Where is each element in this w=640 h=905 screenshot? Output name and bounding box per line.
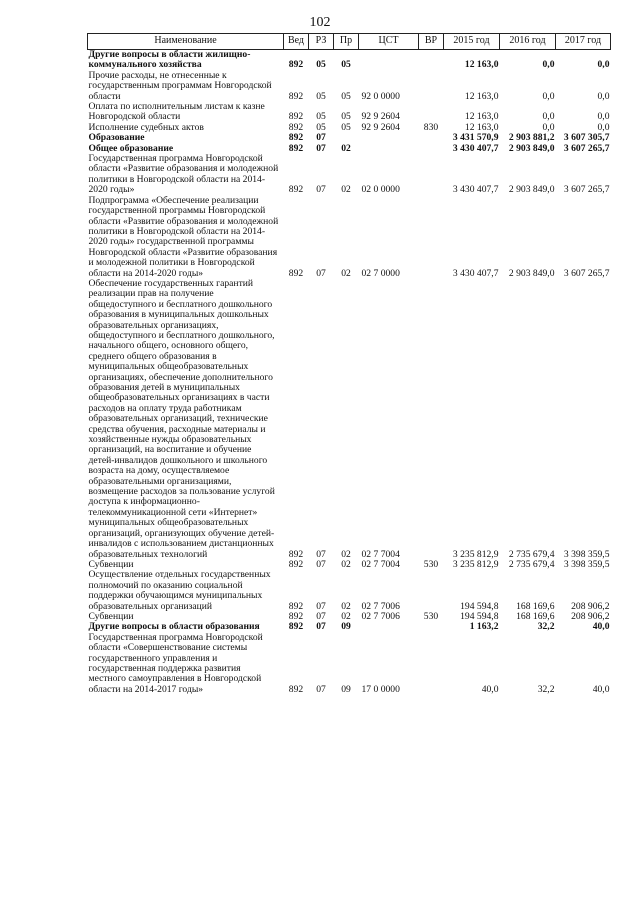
header-name: Наименование [88,34,284,50]
cell-2016: 2 903 849,0 [508,184,555,196]
cell-name: Другие вопросы в области жилищно-коммунального хозяйства [88,49,251,71]
cell-ved: 892 [288,121,304,133]
cell-pr: 09 [341,621,351,633]
table-row [88,50,611,71]
cell-2015: 12 163,0 [464,90,499,102]
cell-ved: 892 [288,90,304,102]
cell-name: Оплата по исполнительным листам к казне Новгородской области [88,101,265,123]
header-cst: ЦСТ [359,34,419,50]
cell-2017: 3 607 265,7 [563,142,610,154]
cell-pr: 02 [341,610,351,622]
cell-ved: 892 [288,142,304,154]
cell-rz: 07 [316,600,326,612]
cell-2015: 12 163,0 [464,111,499,123]
cell-name: Общее образование [88,142,174,154]
cell-name: Исполнение судебных актов [88,121,204,133]
cell-ved: 892 [288,683,304,695]
cell-name: Субвенции [88,610,134,622]
cell-pr: 05 [341,121,351,133]
cell-2016: 2 903 849,0 [508,267,555,279]
cell-ved: 892 [288,558,304,570]
cell-vr [419,633,444,695]
cell-rz: 07 [316,558,326,570]
cell-pr: 05 [341,90,351,102]
cell-2015: 3 235 812,9 [452,548,499,560]
header-rz: РЗ [309,34,334,50]
cell-2017: 0,0 [597,59,610,71]
header-2016: 2016 год [500,34,556,50]
cell-ved: 892 [288,621,304,633]
cell-2016: 168 169,6 [516,610,555,622]
header-2015: 2015 год [444,34,500,50]
cell-2016: 2 735 679,4 [508,558,555,570]
header-pr: Пр [334,34,359,50]
cell-cst [359,144,419,154]
cell-2017: 0,0 [597,90,610,102]
cell-cst: 02 7 7004 [361,558,400,570]
cell-2016: 2 735 679,4 [508,548,555,560]
table-row [88,279,611,560]
cell-vr: 530 [423,558,439,570]
cell-rz: 05 [316,111,326,123]
cell-ved: 892 [288,610,304,622]
cell-rz: 05 [316,59,326,71]
cell-vr [419,144,444,154]
cell-rz: 07 [316,621,326,633]
cell-vr: 830 [423,121,439,133]
table-body [88,50,611,696]
cell-ved: 892 [288,132,304,144]
cell-2017: 208 906,2 [571,600,610,612]
cell-name: Образование [88,132,145,144]
cell-rz: 07 [316,683,326,695]
cell-vr [419,570,444,612]
cell-2017: 3 398 359,5 [563,548,610,560]
table-row [88,71,611,102]
cell-pr: 09 [341,683,351,695]
page-number: 102 [309,15,331,30]
cell-2015: 194 594,8 [460,600,499,612]
cell-rz: 07 [316,267,326,279]
cell-vr [419,279,444,560]
table-row [88,570,611,612]
cell-cst: 02 0 0000 [361,184,400,196]
cell-2016: 32,2 [537,621,555,633]
cell-pr: 05 [341,59,351,71]
cell-name: Осуществление отдельных государственных полномочий по оказанию социальной поддержки обучающимся муниципальных образовательных организаций [88,569,271,612]
cell-2017: 3 607 265,7 [563,267,610,279]
cell-name: Государственная программа Новгородской области «Совершенствование системы государственного управления и государственная поддержка развития местного самоуправления в Новгородской области на 2014-2017 годы» [88,631,263,695]
header-ved: Вед [284,34,309,50]
cell-vr: 530 [423,610,439,622]
cell-pr: 02 [341,558,351,570]
cell-pr: 02 [341,184,351,196]
cell-cst: 02 7 0000 [361,267,400,279]
cell-ved: 892 [288,548,304,560]
cell-rz: 07 [316,548,326,560]
cell-2015: 1 163,2 [469,621,499,633]
table-header [88,34,611,50]
cell-2017: 0,0 [597,111,610,123]
cell-2017: 40,0 [592,621,610,633]
cell-2015: 3 430 407,7 [452,267,499,279]
cell-pr: 05 [341,111,351,123]
cell-name: Подпрограмма «Обеспечение реализации государственной программы Новгородской области «Развитие образования и молодежной политики в Новгородской области на 2014-2020 годы» государственной программы Новгородской области «Развитие образования и молодежной политики в Новгородской области на 2014-2020 годы» [88,194,279,279]
cell-ved: 892 [288,267,304,279]
cell-pr: 02 [341,142,351,154]
cell-name: Обеспечение государственных гарантий реализации прав на получение общедоступного и бесплатного дошкольного образования в муниципальных дошкольных образовательных организациях, общедоступного и бесплатного дошкольного, начального общего, основного общего, среднего общего образования в муниципальных общеобразовательных организациях, обеспечение дополнительного образования детей в муниципальных общеобразовательных организациях в части расходов на оплату труда работникам образовательных организаций, технические средства обучения, расходные материалы и хозяйственные нужды образовательных организаций, на воспитание и обучение детей-инвалидов дошкольного и школьного возраста на дому, осуществляемое образовательными организациями, возмещение расходов за пользование услугой доступа к информационно-телекоммуникационной сети «Интернет» муниципальных общеобразовательных организаций, организующих обучение детей-инвалидов с использованием дистанционных образовательных технологий [88,277,275,560]
cell-cst [359,133,419,143]
cell-2015: 3 430 407,7 [452,184,499,196]
cell-cst: 02 7 7006 [361,610,400,622]
cell-vr [419,133,444,143]
cell-ved: 892 [288,111,304,123]
cell-rz: 05 [316,90,326,102]
cell-name: Государственная программа Новгородской области «Развитие образования и молодежной политики в Новгородской области на 2014-2020 годы» [88,153,279,196]
table-row [88,154,611,196]
cell-cst: 17 0 0000 [361,683,400,695]
cell-name: Субвенции [88,558,134,570]
cell-2016: 0,0 [542,90,555,102]
cell-vr [419,50,444,71]
cell-rz: 07 [316,610,326,622]
cell-2017: 3 607 265,7 [563,184,610,196]
cell-2017: 3 607 305,7 [563,132,610,144]
cell-pr: 02 [341,548,351,560]
cell-cst [359,622,419,632]
cell-rz: 05 [316,121,326,133]
cell-2015: 194 594,8 [460,610,499,622]
cell-2017: 208 906,2 [571,610,610,622]
cell-ved: 892 [288,600,304,612]
cell-rz: 07 [316,132,326,144]
cell-rz: 07 [316,184,326,196]
cell-cst [359,50,419,71]
cell-pr: 02 [341,267,351,279]
cell-2016: 0,0 [542,121,555,133]
cell-2016: 32,2 [537,683,555,695]
cell-vr [419,71,444,102]
header-2017: 2017 год [556,34,611,50]
cell-2016: 168 169,6 [516,600,555,612]
cell-2017: 40,0 [592,683,610,695]
cell-2016: 2 903 881,2 [508,132,555,144]
cell-2015: 12 163,0 [464,59,499,71]
cell-2015: 3 235 812,9 [452,558,499,570]
cell-2017: 0,0 [597,121,610,133]
table-row [88,633,611,695]
cell-2016: 2 903 849,0 [508,142,555,154]
cell-cst: 02 7 7006 [361,600,400,612]
cell-ved: 892 [288,59,304,71]
cell-rz: 07 [316,142,326,154]
cell-name: Прочие расходы, не отнесенные к государственным программам Новгородской области [88,69,272,102]
cell-cst: 92 9 2604 [361,121,400,133]
cell-cst: 92 0 0000 [361,90,400,102]
cell-2015: 3 431 570,9 [452,132,499,144]
cell-pr: 02 [341,600,351,612]
cell-2015: 40,0 [481,683,499,695]
cell-2016: 0,0 [542,59,555,71]
cell-2017: 3 398 359,5 [563,558,610,570]
budget-table [87,33,611,695]
cell-ved: 892 [288,184,304,196]
cell-vr [419,196,444,279]
cell-2015: 12 163,0 [464,121,499,133]
cell-2016: 0,0 [542,111,555,123]
table-row [88,102,611,123]
cell-2015: 3 430 407,7 [452,142,499,154]
cell-vr [419,102,444,123]
cell-name: Другие вопросы в области образования [88,621,260,633]
cell-vr [419,154,444,196]
cell-vr [419,622,444,632]
table-row [88,196,611,279]
cell-cst: 92 9 2604 [361,111,400,123]
cell-cst: 02 7 7004 [361,548,400,560]
header-vr: ВР [419,34,444,50]
